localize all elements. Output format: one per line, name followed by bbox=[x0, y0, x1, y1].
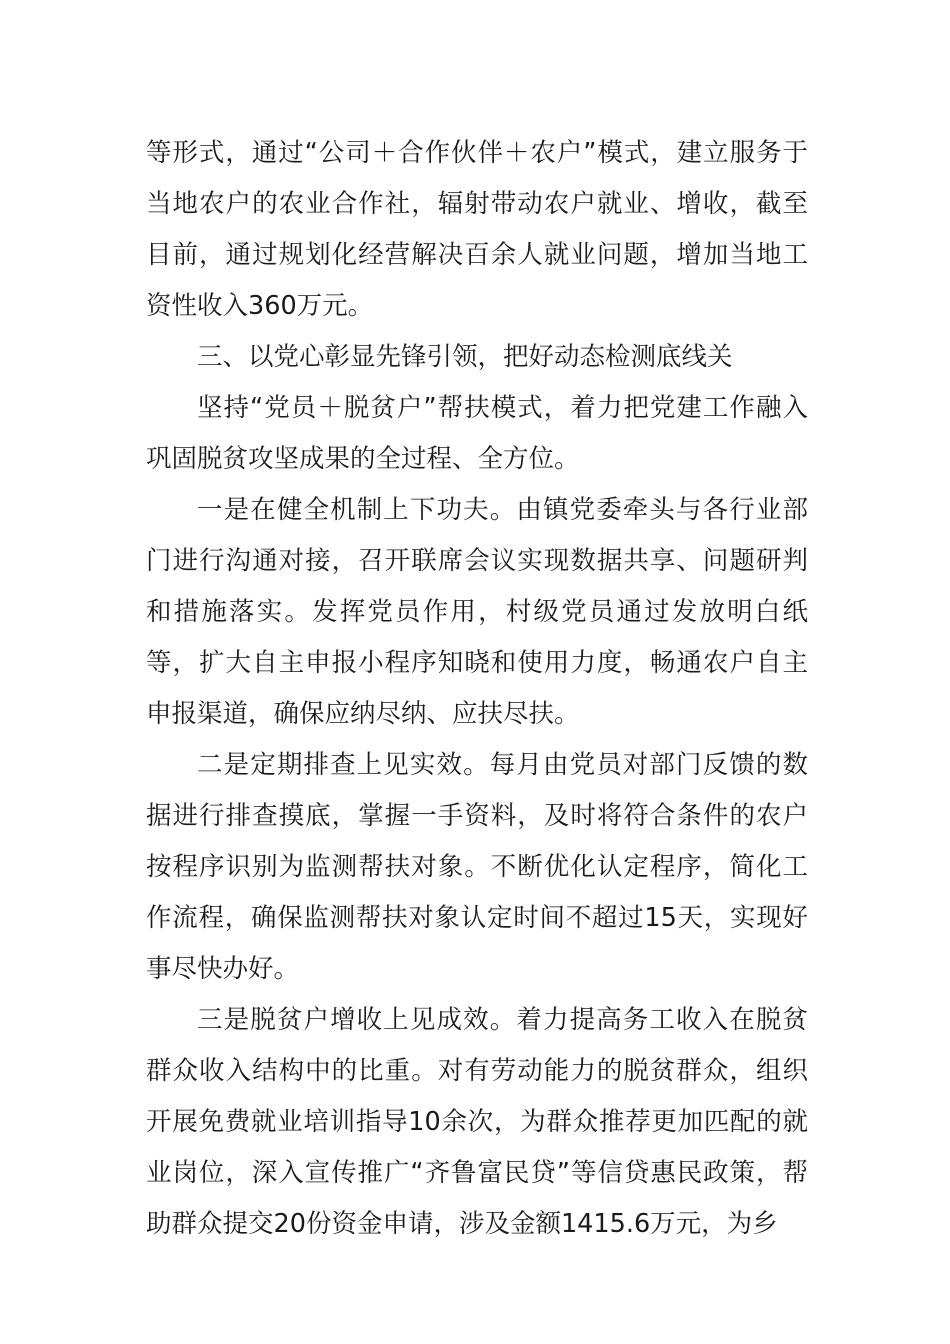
paragraph-mechanism: 一是在健全机制上下功夫。由镇党委牵头与各行业部门进行沟通对接，召开联席会议实现数据共享、问题研判和措施落实。发挥党员作用，村级党员通过发放明白纸等，扩大自主申报小程序知晓和使用力度，畅通农户自主申报渠道，确保应纳尽纳、应扶尽扶。 bbox=[146, 495, 808, 729]
section-heading: 三、以党心彰显先锋引领，把好动态检测底线关 bbox=[197, 342, 733, 372]
document-body bbox=[146, 128, 808, 1250]
paragraph-intro: 坚持“党员＋脱贫户”帮扶模式，着力把党建工作融入巩固脱贫攻坚成果的全过程、全方位。 bbox=[146, 393, 808, 474]
paragraph-income: 三是脱贫户增收上见成效。着力提高务工收入在脱贫群众收入结构中的比重。对有劳动能力的脱贫群众，组织开展免费就业培训指导10余次，为群众推荐更加匹配的就业岗位，深入宣传推广“齐鲁富民贷”等信贷惠民政策，帮助群众提交20份资金申请，涉及金额1415.6万元，为乡 bbox=[146, 1005, 808, 1239]
paragraph-continuation: 等形式，通过“公司＋合作伙伴＋农户”模式，建立服务于当地农户的农业合作社，辐射带动农户就业、增收，截至目前，通过规划化经营解决百余人就业问题，增加当地工资性收入360万元。 bbox=[146, 138, 808, 321]
paragraph-inspection: 二是定期排查上见实效。每月由党员对部门反馈的数据进行排查摸底，掌握一手资料，及时将符合条件的农户按程序识别为监测帮扶对象。不断优化认定程序，简化工作流程，确保监测帮扶对象认定时间不超过15天，实现好事尽快办好。 bbox=[146, 750, 808, 984]
